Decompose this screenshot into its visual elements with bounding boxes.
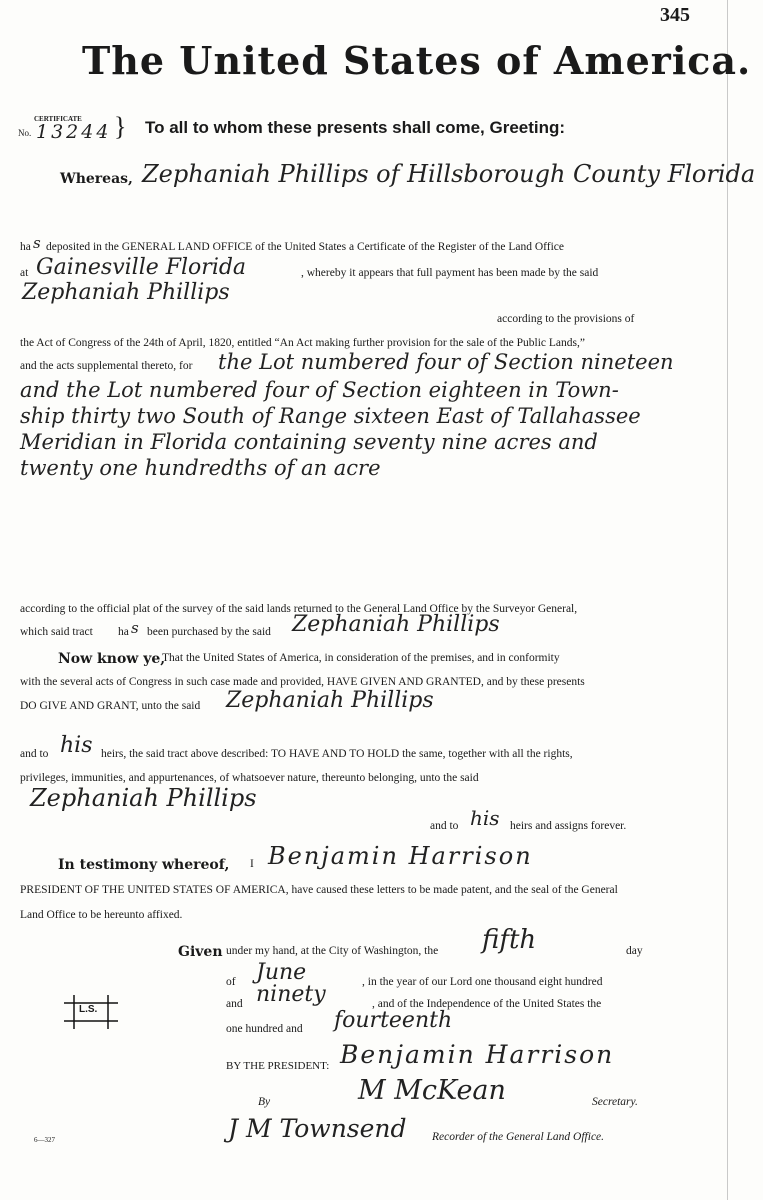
heirs-text: heirs, the said tract above described: TO HAVE AND TO HOLD the same, together with all the rights, [101,748,573,760]
given-year-value: ninety [256,982,326,1007]
plat-name: Zephaniah Phillips [292,612,500,637]
plat-line: according to the official plat of the survey of the said lands returned to the General Land Office by the Surveyor General, [20,603,578,615]
given-year-text: , in the year of our Lord one thousand eight hundred [362,976,603,988]
given-and: and [226,998,243,1010]
act-line: the Act of Congress of the 24th of April, 1820, entitled “An Act making further provision for the sale of the Public Lands,” [20,337,585,349]
deposit-at: at [20,267,29,279]
given-hundred: one hundred and [226,1023,303,1035]
deposit-according: according to the provisions of [497,313,635,325]
given-day-value: fifth [482,925,537,955]
secretary-signature: M McKean [358,1075,506,1106]
given-independence: , and of the Independence of the United States the [372,998,602,1010]
certificate-label: CERTIFICATE [34,115,82,123]
testimony-label: In testimony whereof, [58,857,230,873]
deposit-name: Zephaniah Phillips [22,280,230,305]
given-text: under my hand, at the City of Washington, the [226,945,439,957]
now-know-label: Now know ye, [58,651,166,667]
greeting: To all to whom these presents shall come, Greeting: [145,118,566,137]
seal-label: L.S. [79,1004,98,1015]
heirs-line2: privileges, immunities, and appurtenances, of whatsoever nature, thereunto belonging, unto the said [20,772,479,784]
heirs-and-to-2: and to [430,820,459,832]
testimony-line2: PRESIDENT OF THE UNITED STATES OF AMERICA, have caused these letters to be made patent, and the seal of the General [20,884,618,896]
recorder-label: Recorder of the General Land Office. [432,1131,605,1143]
land-description-line-5: twenty one hundredths of an acre [20,456,381,480]
document-title: The United States of America. [82,38,752,83]
deposit-line: deposited in the GENERAL LAND OFFICE of the United States a Certificate of the Register of the Land Office [46,241,565,253]
given-of: of [226,976,236,988]
form-number: 6—327 [34,1136,55,1144]
given-independence-value: fourteenth [334,1008,453,1033]
whereas-label: Whereas, [60,171,133,187]
deposit-ha: ha [20,241,31,253]
deposit-whereby: , whereby it appears that full payment has been made by the said [301,267,599,279]
land-description-line-2: and the Lot numbered four of Section eighteen in Town- [20,378,619,402]
now-know-line2: with the several acts of Congress in such case made and provided, HAVE GIVEN AND GRANTED, and by these presents [20,676,585,688]
deposit-ha-suffix: s [33,234,41,252]
president-name: Benjamin Harrison [268,842,533,870]
land-description-line-4: Meridian in Florida containing seventy nine acres and [20,430,598,454]
plat-tract: which said tract [20,626,93,638]
plat-purchased: been purchased by the said [147,626,271,638]
whereas-name: Zephaniah Phillips of Hillsborough County Florida [142,160,756,188]
testimony-i: I [250,858,254,870]
heirs-his-2: his [470,806,500,830]
now-know-line3: DO GIVE AND GRANT, unto the said [20,700,201,712]
grantee-name: Zephaniah Phillips [226,688,434,713]
recorder-signature: J M Townsend [228,1114,407,1143]
page-number: 345 [660,4,690,26]
plat-ha: ha [118,626,129,638]
given-day: day [626,945,643,957]
president-signature: Benjamin Harrison [340,1040,615,1069]
land-description-line-1: the Lot numbered four of Section nineteen [218,350,674,374]
certificate-number: 13244 [36,121,112,143]
certificate-no-label: No. [18,128,32,138]
secretary-label: Secretary. [592,1096,638,1108]
now-know-text: That the United States of America, in consideration of the premises, and in conformity [162,652,560,664]
testimony-line3: Land Office to be hereunto affixed. [20,909,183,921]
by-label: By [258,1096,271,1108]
heirs-and-to: and to [20,748,49,760]
land-description-line-3: ship thirty two South of Range sixteen East of Tallahassee [20,404,641,428]
certificate-brace: } [114,112,127,141]
given-month: June [256,960,307,985]
act-supplemental: and the acts supplemental thereto, for [20,360,193,372]
plat-ha-suffix: s [131,619,139,637]
heirs-forever: heirs and assigns forever. [510,820,627,832]
land-office-name: Gainesville Florida [36,255,247,280]
heirs-his: his [60,733,93,758]
by-the-president: BY THE PRESIDENT: [226,1060,330,1072]
heirs-name: Zephaniah Phillips [30,784,257,812]
given-label: Given [178,944,223,960]
